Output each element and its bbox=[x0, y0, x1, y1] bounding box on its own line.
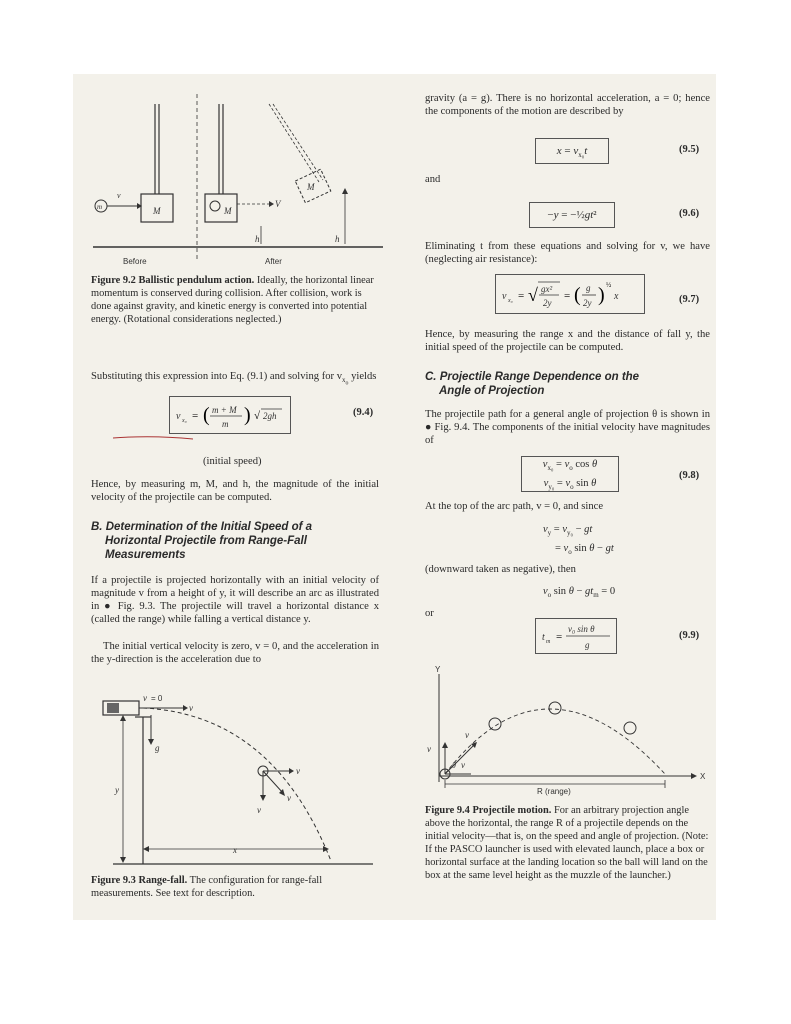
svg-text:v₀ sin θ: v₀ sin θ bbox=[568, 624, 595, 634]
svg-text:M: M bbox=[307, 182, 315, 192]
or-text: or bbox=[425, 608, 434, 619]
equation-9-8: $v_{x_0} = v_o$ cos θ $v_{y_0} = v_o$ sin θ bbox=[521, 456, 619, 492]
figure-9-3-range-fall bbox=[93, 689, 378, 874]
left-paragraph-2: Hence, by measuring m, M, and h, the magnitude of the initial velocity of the projectile can be computed. bbox=[91, 479, 379, 503]
parabolic-path bbox=[445, 709, 665, 774]
left-paragraph-3: If a projectile is projected horizontally with an initial velocity of magnitude v from a height of y, it will describe an arc as illustrated in ● Fig. 9.3. The projectile will travel a horizontal distance x (called the range) while falling a vertical distance y. bbox=[91, 575, 379, 625]
figure-9-2-ballistic-pendulum bbox=[93, 94, 383, 274]
svg-text:y: y bbox=[115, 785, 119, 795]
svg-text:=: = bbox=[518, 290, 525, 302]
svg-text:θ: θ bbox=[452, 761, 456, 770]
svg-text:√: √ bbox=[254, 410, 261, 422]
svg-text:√: √ bbox=[528, 285, 538, 305]
svg-text:v: v bbox=[461, 760, 465, 770]
svg-text:Y: Y bbox=[435, 665, 441, 674]
svg-text:2y: 2y bbox=[543, 298, 552, 308]
svg-text:h: h bbox=[255, 234, 260, 244]
textbook-page bbox=[73, 74, 716, 920]
svg-text:): ) bbox=[598, 284, 605, 306]
equation-9-4-caption: (initial speed) bbox=[203, 456, 262, 467]
section-b-heading: B. Determination of the Initial Speed of a Horizontal Projectile from Range-Fall Measurements bbox=[91, 521, 313, 561]
left-paragraph-1: Substituting this expression into Eq. (9.1) and solving for $v_{x_o}$ yields bbox=[91, 371, 377, 387]
equation-tm-condition: $v_o$ $\sin \theta - gt_m = 0$ bbox=[543, 586, 616, 600]
right-paragraph-5: At the top of the arc path, v = 0, and since bbox=[425, 501, 604, 512]
equation-9-9-number: (9.9) bbox=[679, 630, 700, 641]
svg-text:After: After bbox=[265, 257, 282, 266]
svg-text:m: m bbox=[222, 419, 229, 429]
equation-9-5: $x = v_{x_0}t$ bbox=[535, 138, 609, 164]
svg-text:2gh: 2gh bbox=[263, 411, 277, 421]
svg-text:v: v bbox=[502, 291, 507, 302]
svg-text:v: v bbox=[117, 191, 121, 200]
svg-text:m: m bbox=[97, 203, 103, 211]
svg-text:h: h bbox=[335, 234, 340, 244]
svg-text:v: v bbox=[427, 744, 431, 754]
svg-text:g: g bbox=[155, 743, 160, 753]
equation-9-4 bbox=[169, 396, 291, 434]
right-paragraph-4: The projectile path for a general angle of projection θ is shown in ● Fig. 9.4. The components of the initial velocity have magnitudes of bbox=[425, 409, 710, 446]
trajectory-arc bbox=[143, 708, 331, 861]
svg-text:x₀: x₀ bbox=[182, 418, 187, 424]
svg-text:gx²: gx² bbox=[541, 284, 553, 294]
equation-9-9 bbox=[535, 618, 617, 654]
svg-text:x: x bbox=[614, 291, 619, 302]
svg-text:½: ½ bbox=[606, 281, 612, 289]
svg-text:m + M: m + M bbox=[212, 405, 237, 415]
svg-text:(: ( bbox=[203, 404, 210, 426]
equation-vy-derivation: $v_y = v_{y_0}$ − gt = $v_o$ sin θ − gt bbox=[543, 524, 614, 557]
equation-9-6: −y = −½gt² bbox=[529, 202, 615, 228]
equation-9-8-number: (9.8) bbox=[679, 470, 700, 481]
section-c-heading: C. Projectile Range Dependence on the Angle of Projection bbox=[425, 371, 640, 397]
svg-text:x: x bbox=[233, 845, 237, 855]
svg-text:=: = bbox=[564, 290, 571, 302]
svg-text:g: g bbox=[586, 283, 591, 293]
and-text: and bbox=[425, 174, 441, 185]
svg-text:R (range): R (range) bbox=[537, 787, 571, 796]
right-paragraph-6: (downward taken as negative), then bbox=[425, 564, 576, 575]
svg-text:v: v bbox=[287, 793, 291, 803]
svg-text:t: t bbox=[542, 632, 545, 643]
equation-9-6-number: (9.6) bbox=[679, 208, 700, 219]
svg-text:Before: Before bbox=[123, 257, 147, 266]
svg-text:x₀: x₀ bbox=[508, 298, 513, 304]
equation-9-7-number: (9.7) bbox=[679, 294, 700, 305]
figure-9-4-projectile-motion bbox=[425, 664, 710, 799]
svg-text:=: = bbox=[192, 410, 199, 422]
svg-text:g: g bbox=[585, 640, 590, 650]
svg-text:=: = bbox=[556, 631, 563, 643]
right-paragraph-3: Hence, by measuring the range x and the distance of fall y, the initial speed of the projectile can be computed. bbox=[425, 329, 710, 353]
equation-9-5-number: (9.5) bbox=[679, 144, 700, 155]
pencil-underline bbox=[113, 434, 193, 442]
svg-text:M: M bbox=[224, 206, 232, 216]
right-paragraph-1: gravity (a = g). There is no horizontal acceleration, a = 0; hence the components of the motion are described by bbox=[425, 93, 710, 117]
svg-text:v: v bbox=[465, 730, 469, 740]
right-paragraph-2: Eliminating t from these equations and solving for v, we have (neglecting air resistance): bbox=[425, 241, 710, 265]
svg-text:X: X bbox=[700, 772, 706, 781]
svg-text:2y: 2y bbox=[583, 298, 592, 308]
svg-text:m: m bbox=[546, 639, 551, 645]
svg-text:V: V bbox=[275, 199, 281, 209]
apex-ball bbox=[549, 702, 561, 714]
svg-text:v: v bbox=[189, 703, 193, 713]
equation-9-4-number: (9.4) bbox=[353, 407, 374, 418]
figure-9-2-caption: Figure 9.2 Ballistic pendulum action. Ideally, the horizontal linear momentum is conserved during collision. After collision, work is done against gravity, and kinetic energy is converted into potential energy. (Rotational considerations neglected.) bbox=[91, 275, 374, 325]
svg-text:v: v bbox=[176, 411, 181, 422]
svg-text:v: v bbox=[143, 693, 147, 703]
left-paragraph-4: The initial vertical velocity is zero, v = 0, and the acceleration in the y-direction is the acceleration due to bbox=[91, 641, 379, 665]
svg-text:(: ( bbox=[574, 284, 581, 306]
svg-text:M: M bbox=[153, 206, 161, 216]
figure-9-3-caption: Figure 9.3 Range-fall. The configuration for range-fall measurements. See text for description. bbox=[91, 875, 323, 899]
figure-9-4-caption: Figure 9.4 Projectile motion. For an arbitrary projection angle above the horizontal, the range R of a projectile depends on the initial velocity—that is, on the speed and angle of projection. (Note: If the PASCO launcher is used with elevated launch, place a box or horizontal surface at the landing location so the ball will land on the box at the same level height as the muzzle of the launcher.) bbox=[425, 805, 709, 881]
pendulum-block-after bbox=[205, 194, 237, 222]
svg-text:= 0: = 0 bbox=[151, 694, 163, 703]
equation-9-7 bbox=[495, 274, 645, 314]
svg-text:v: v bbox=[296, 766, 300, 776]
svg-text:): ) bbox=[244, 404, 251, 426]
svg-text:v: v bbox=[257, 805, 261, 815]
